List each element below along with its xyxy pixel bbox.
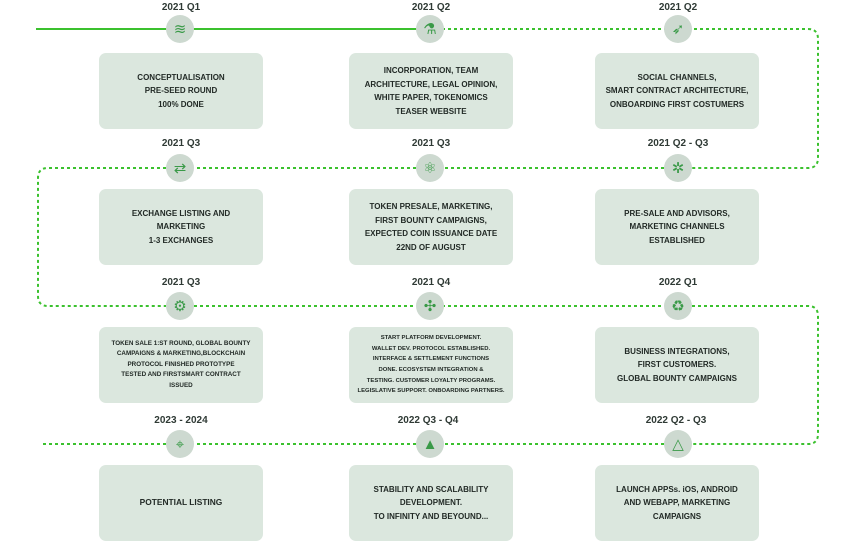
step-card [595,53,759,129]
step-card [349,189,513,265]
step-period: 2022 Q2 - Q3 [645,415,707,426]
step-text: TOKEN SALE 1:ST ROUND, GLOBAL BOUNTY CAMPAIGNS & MARKETING,BLOCKCHAIN PROTOCOL FINISHED PROTOTYPE TESTED AND FIRSTSMART CONTRACT ISSUED [111,339,251,389]
microscope-icon: ⚗ [416,15,444,43]
step-card [595,465,759,541]
step-text: POTENTIAL LISTING [139,497,223,508]
step-text: TOKEN PRESALE, MARKETING, FIRST BOUNTY CAMPAIGNS, EXPECTED COIN ISSUANCE DATE 22ND OF AUGUST [364,202,498,252]
layers-icon: ≋ [166,15,194,43]
triangle-cycle-icon: △ [664,430,692,458]
pyramid-icon: ▲ [416,430,444,458]
step-card [99,189,263,265]
step-period: 2023 - 2024 [154,415,208,426]
step-period: 2021 Q2 [411,2,451,13]
map-pin-icon: ⌖ [166,430,194,458]
step-period: 2021 Q1 [161,2,201,13]
step-text: SOCIAL CHANNELS, SMART CONTRACT ARCHITECTURE, ONBOARDING FIRST COSTUMERS [605,72,749,109]
network-icon: ✲ [664,154,692,182]
step-text: INCORPORATION, TEAM ARCHITECTURE, LEGAL OPINION, WHITE PAPER, TOKENOMICS TEASER WEBSITE [364,66,498,116]
exchange-icon: ⇄ [166,154,194,182]
step-text: CONCEPTUALISATION PRE-SEED ROUND 100% DONE [137,72,225,109]
step-text: STABILITY AND SCALABILITY DEVELOPMENT. TO INFINITY AND BEYOUND... [373,484,489,521]
step-card [99,53,263,129]
step-text: BUSINESS INTEGRATIONS, FIRST CUSTOMERS. GLOBAL BOUNTY CAMPAIGNS [616,346,737,383]
step-period: 2022 Q1 [658,277,698,288]
step-card [595,189,759,265]
step-period: 2021 Q4 [411,277,451,288]
nodes-icon: ✣ [416,292,444,320]
step-text: EXCHANGE LISTING AND MARKETING 1-3 EXCHANGES [131,208,231,245]
step-period: 2021 Q3 [161,277,201,288]
step-card [349,465,513,541]
step-period: 2021 Q3 [161,138,201,149]
rocket-icon: ➶ [664,15,692,43]
step-card [595,327,759,403]
step-period: 2021 Q2 [658,2,698,13]
step-text: LAUNCH APPSs. iOS, ANDROID AND WEBAPP, MARKETING CAMPAIGNS [616,484,738,521]
step-period: 2022 Q3 - Q4 [397,415,459,426]
atom-icon: ⚛ [416,154,444,182]
step-card [99,465,263,541]
step-card [349,53,513,129]
step-text: START PLATFORM DEVELOPMENT. WALLET DEV. PROTOCOL ESTABLISHED. INTERFACE & SETTLEMENT FUNCTIONS DONE. ECOSYSTEM INTEGRATION & TESTING. CUSTOMER LOYALTY PROGRAMS. LEGISLATIVE SUPPORT. ONBOARDING PARTNERS. [357,335,505,395]
step-card [349,327,513,403]
step-period: 2021 Q3 [411,138,451,149]
recycle-icon: ♻ [664,292,692,320]
gear-icon: ⚙ [166,292,194,320]
step-card [99,327,263,403]
step-text: PRE-SALE AND ADVISORS, MARKETING CHANNELS ESTABLISHED [624,208,730,245]
step-period: 2021 Q2 - Q3 [647,138,709,149]
